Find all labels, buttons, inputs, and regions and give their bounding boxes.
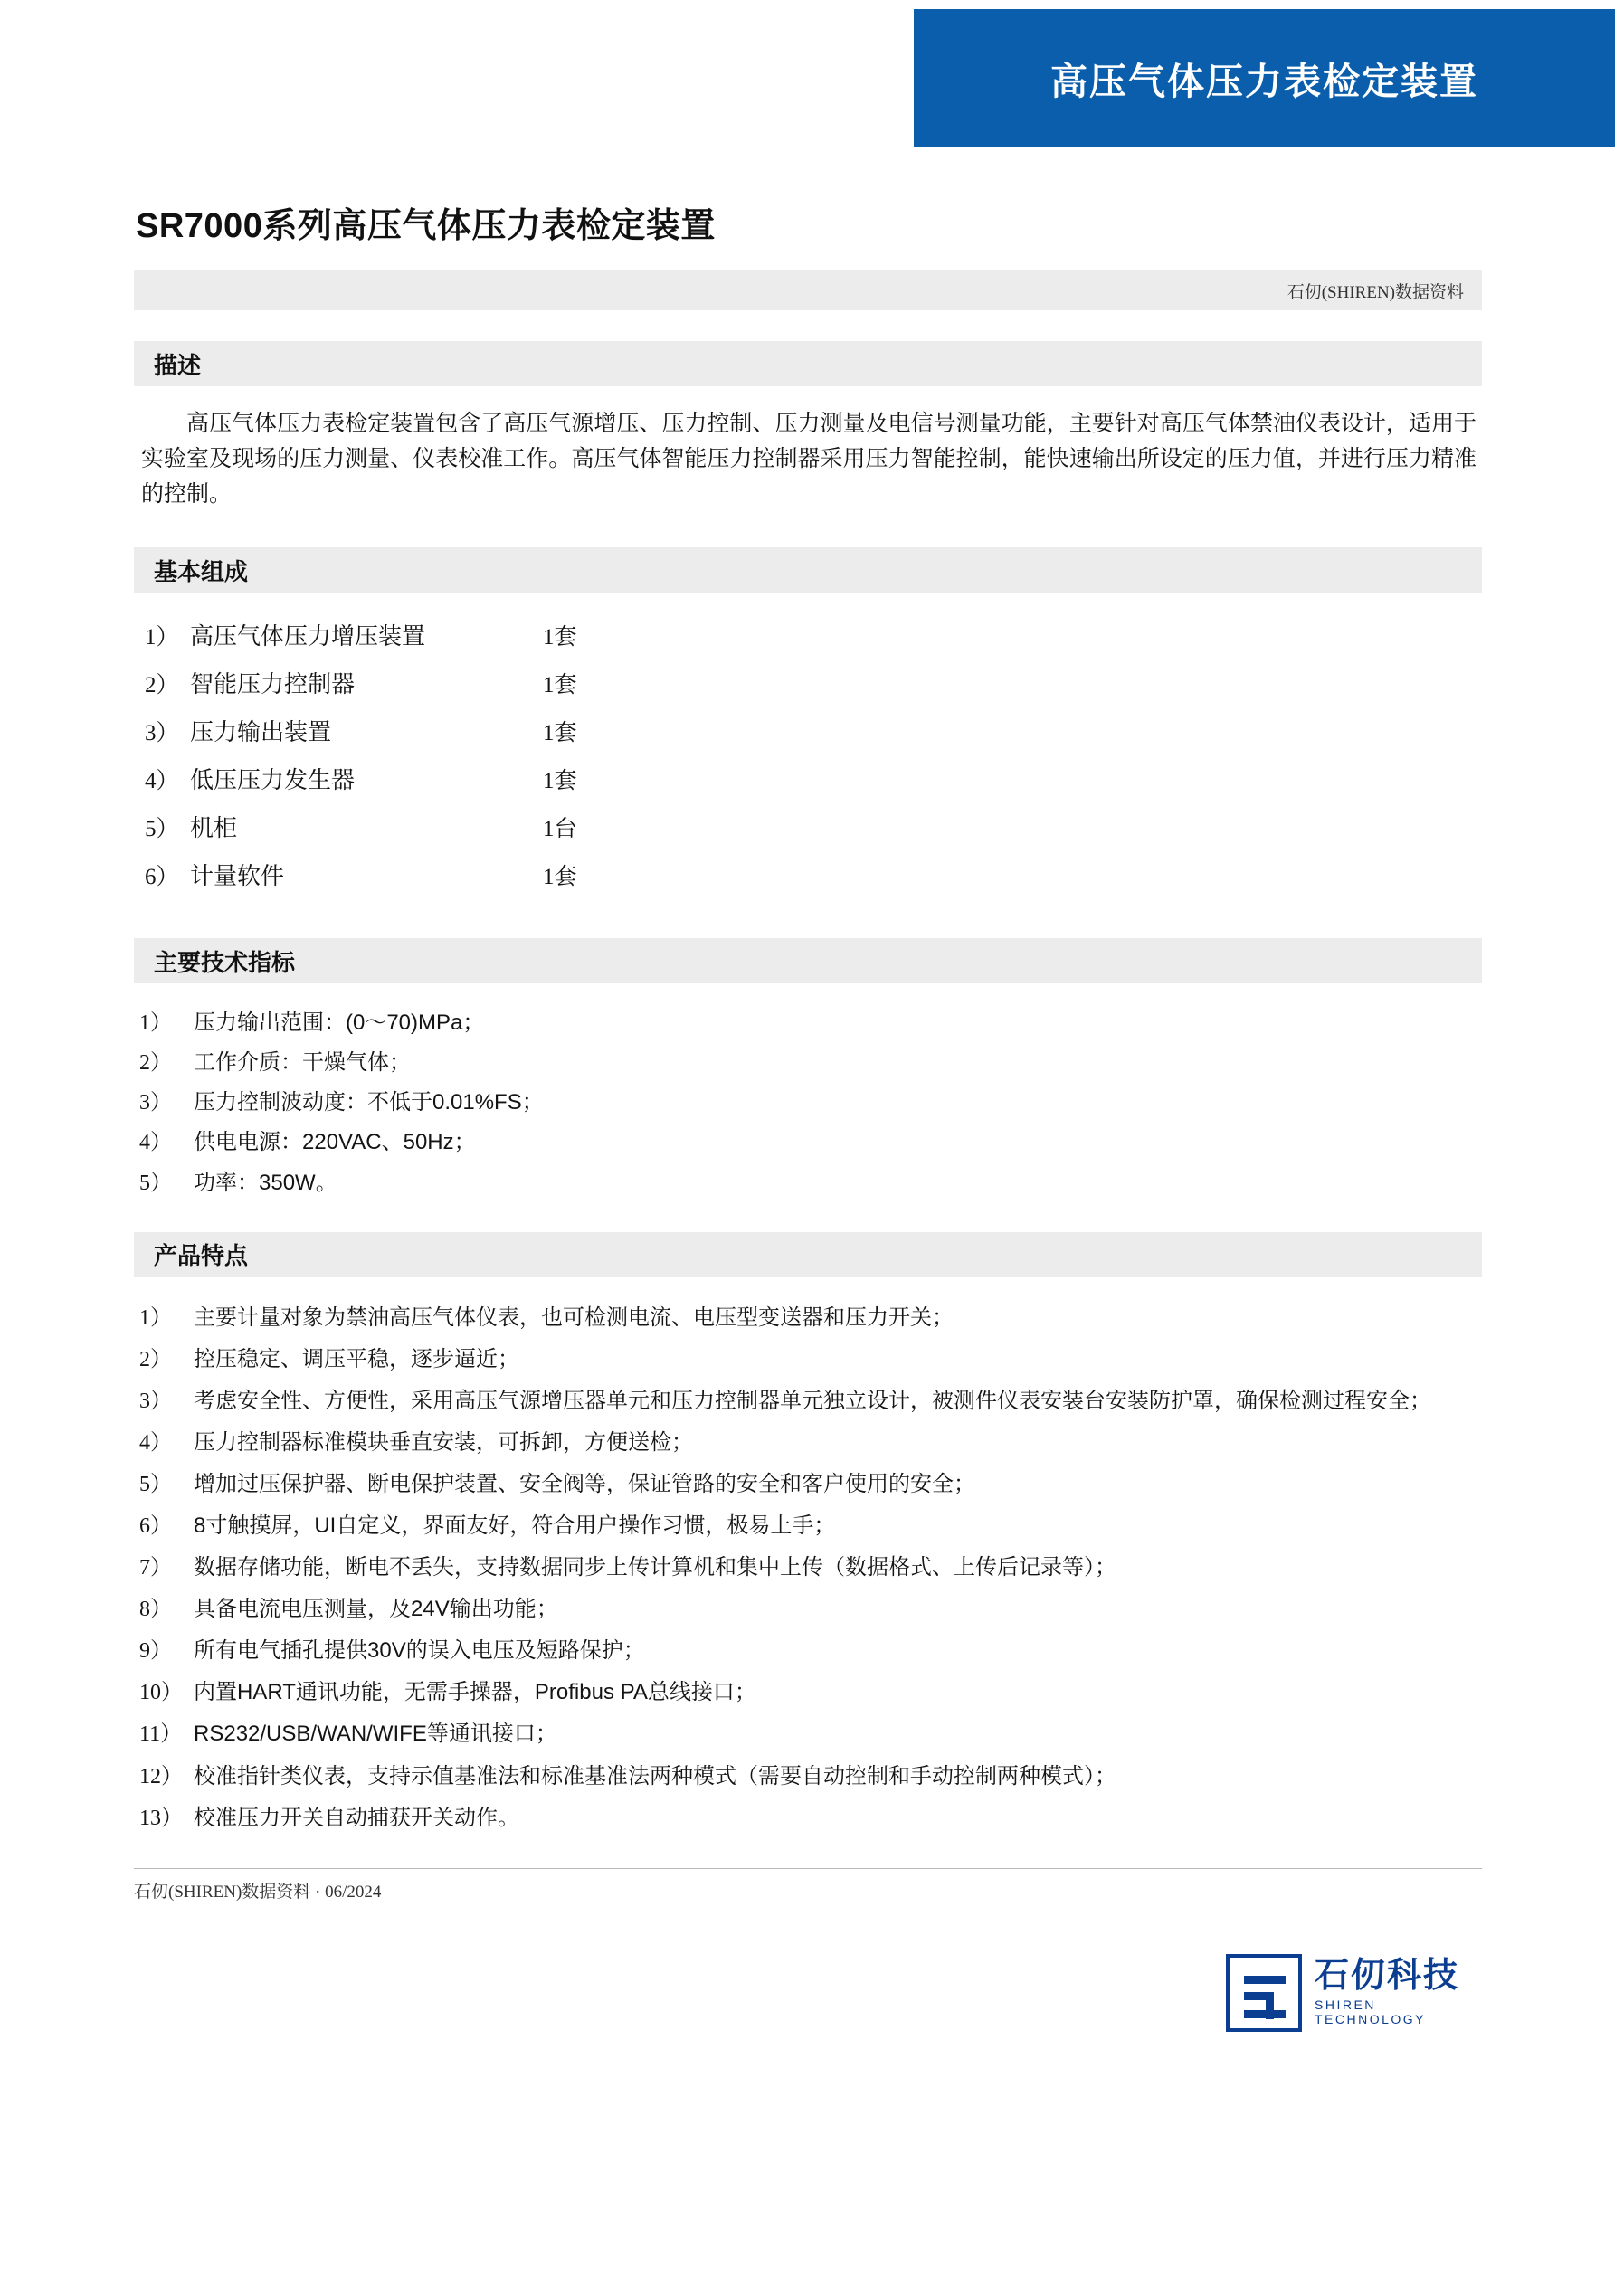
page-title: SR7000系列高压气体压力表检定装置 [136,207,716,245]
list-item-index: 12） [139,1764,183,1788]
list-item-text: 所有电气插孔提供30V的误入电压及短路保护； [194,1638,645,1664]
list-item [134,1422,1482,1464]
list-item-index: 5） [139,1171,172,1195]
list-item [134,1083,1482,1123]
list-item-index: 3） [139,1389,172,1413]
section-header-composition [134,547,1482,593]
list-item [134,804,1482,852]
list-item-text: 校准压力开关自动捕获开关动作。 [194,1805,519,1830]
description-paragraph: 高压气体压力表检定装置包含了高压气源增压、压力控制、压力测量及电信号测量功能，主要针对高压气体禁油仪表设计，适用于实验室及现场的压力测量、仪表校准工作。高压气体智能压力控制器采用压力智能控制，能快速输出所设定的压力值，并进行压力精准的控制。 [141,411,1477,507]
list-item-index: 2） [139,1051,172,1076]
list-item-index: 1） [139,1011,172,1036]
list-item [134,1756,1482,1798]
list-item [134,1380,1482,1422]
list-item-text: 功率：350W。 [194,1170,337,1195]
list-item [134,1297,1482,1339]
list-item-index: 10） [139,1681,183,1705]
list-item-index: 2） [145,673,179,698]
list-item-name: 低压压力发生器 [190,766,356,794]
list-item [134,1464,1482,1505]
section-title-description: 描述 [154,351,202,379]
list-item-qty: 1套 [543,865,577,890]
list-item [134,1798,1482,1839]
logo-name-cn: 石仞科技 [1315,1956,1460,1995]
list-item [134,1547,1482,1589]
list-item [134,756,1482,804]
list-item-qty: 1台 [543,817,577,842]
list-item-text: 数据存储功能，断电不丢失，支持数据同步上传计算机和集中上传（数据格式、上传后记录等）； [194,1555,1116,1580]
logo-name-en: SHIREN TECHNOLOGY [1315,1997,1427,2027]
list-item-index: 7） [139,1556,172,1580]
list-item [134,612,1482,660]
list-item-name: 压力输出装置 [190,718,332,746]
brand-bar [134,270,1482,310]
list-item-name: 智能压力控制器 [190,670,356,698]
list-item-index: 1） [139,1305,172,1330]
list-item-text: 考虑安全性、方便性，采用高压气源增压器单元和压力控制器单元独立设计，被测件仪表安装台安装防护罩，确保检测过程安全； [194,1388,1431,1413]
brand-bar-text: 石仞(SHIREN)数据资料 [1287,282,1464,302]
list-item [134,708,1482,756]
list-item-text: 具备电流电压测量，及24V输出功能； [194,1597,558,1622]
list-item-index: 2） [139,1347,172,1371]
list-item [134,1630,1482,1672]
features-list [134,1297,1482,1839]
company-logo [1226,1950,1488,2035]
list-item-index: 3） [145,721,179,746]
list-item [134,1163,1482,1203]
section-title-features: 产品特点 [154,1242,249,1270]
list-item [134,1672,1482,1713]
list-item-qty: 1套 [543,769,577,794]
list-item-text: 控压稳定、调压平稳，逐步逼近； [194,1346,519,1371]
section-header-description [134,341,1482,386]
list-item-index: 6） [139,1514,172,1539]
list-item [134,1339,1482,1380]
logo-mark-icon [1226,1954,1302,2032]
section-header-specs [134,938,1482,983]
list-item-index: 9） [139,1639,172,1664]
list-item [134,660,1482,708]
list-item-index: 4） [139,1131,172,1155]
list-item-name: 计量软件 [190,862,285,890]
list-item-index: 8） [139,1598,172,1622]
list-item-index: 4） [145,769,179,794]
list-item [134,1505,1482,1547]
list-item-text: 压力控制波动度：不低于0.01%FS； [194,1090,544,1115]
list-item-text: 校准指针类仪表，支持示值基准法和标准基准法两种模式（需要自动控制和手动控制两种模式）； [194,1763,1116,1788]
list-item-qty: 1套 [543,625,577,650]
header-banner-title: 高压气体压力表检定装置 [1050,60,1478,102]
list-item-text: RS232/USB/WAN/WIFE等通讯接口； [194,1722,557,1747]
list-item [134,852,1482,900]
list-item [134,1123,1482,1162]
list-item-qty: 1套 [543,721,577,746]
list-item-name: 机柜 [190,814,238,842]
list-item-index: 5） [139,1472,172,1496]
list-item-index: 5） [145,817,179,842]
list-item-index: 3） [139,1091,172,1115]
specs-list [134,1003,1482,1202]
list-item-qty: 1套 [543,673,577,698]
list-item-text: 压力输出范围：(0～70)MPa； [194,1010,485,1036]
composition-list [134,612,1482,900]
logo-text [1315,1956,1488,2027]
list-item-text: 主要计量对象为禁油高压气体仪表，也可检测电流、电压型变送器和压力开关； [194,1305,954,1330]
list-item-index: 1） [145,625,179,650]
list-item-text: 内置HART通讯功能，无需手操器，Profibus PA总线接口； [194,1680,756,1705]
document-content [134,197,1482,1902]
list-item-index: 4） [139,1430,172,1455]
list-item [134,1043,1482,1083]
list-item-name: 高压气体压力增压装置 [190,622,426,650]
list-item-text: 压力控制器标准模块垂直安装，可拆卸，方便送检； [194,1429,693,1455]
list-item-index: 6） [145,865,179,890]
section-title-specs: 主要技术指标 [154,948,296,976]
list-item-index: 13） [139,1806,183,1830]
list-item-text: 工作介质：干燥气体； [194,1050,411,1076]
section-header-features [134,1232,1482,1277]
list-item-text: 供电电源：220VAC、50Hz； [194,1130,476,1155]
list-item-text: 增加过压保护器、断电保护装置、安全阀等，保证管路的安全和客户使用的安全； [194,1471,975,1496]
list-item [134,1713,1482,1755]
section-title-composition: 基本组成 [154,557,249,585]
list-item-index: 11） [139,1722,183,1747]
list-item-text: 8寸触摸屏，UI自定义，界面友好，符合用户操作习惯，极易上手； [194,1513,836,1539]
header-banner [914,9,1615,147]
list-item [134,1589,1482,1630]
footer-text: 石仞(SHIREN)数据资料 · 06/2024 [134,1882,382,1902]
list-item [134,1003,1482,1043]
